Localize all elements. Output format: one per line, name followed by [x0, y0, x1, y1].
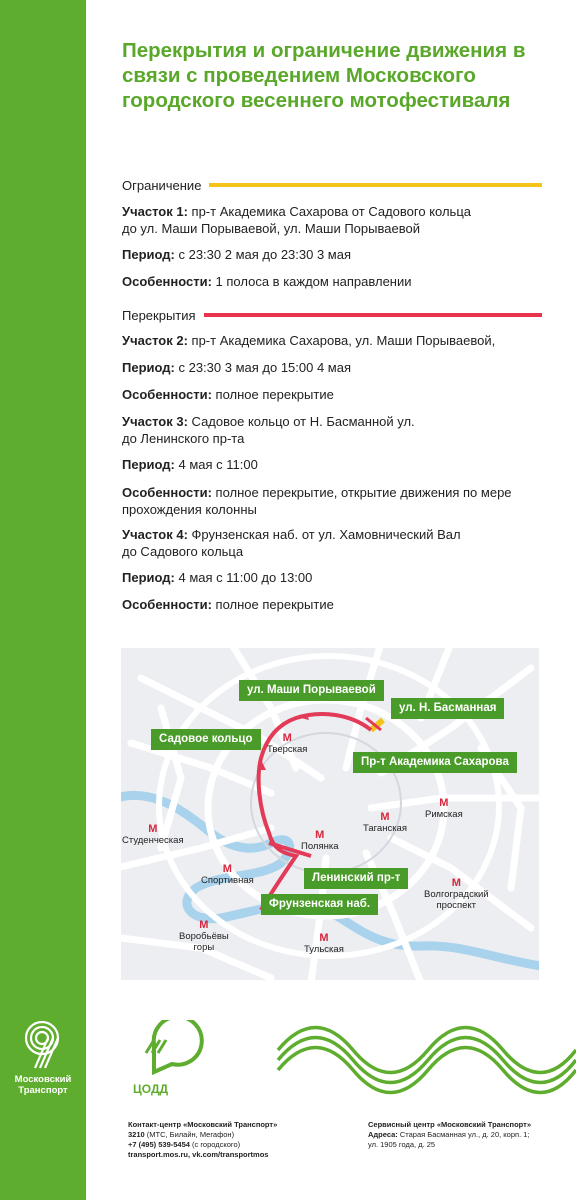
- contact-links[interactable]: transport.mos.ru, vk.com/transportmos: [128, 1150, 269, 1159]
- station-vorobyovy: М Воробьёвы горы: [179, 919, 229, 953]
- period-3: Период: 4 мая с 11:00: [122, 457, 258, 472]
- metro-icon: М: [282, 732, 292, 744]
- metro-icon: М: [439, 797, 449, 809]
- section-2: Участок 2: пр-т Академика Сахарова, ул. Маши Порываевой,: [122, 333, 496, 348]
- features-4: Особенности: полное перекрытие: [122, 597, 334, 612]
- metro-icon: М: [148, 823, 158, 835]
- station-studencheskaya: М Студенческая: [122, 823, 184, 846]
- features-2: Особенности: полное перекрытие: [122, 387, 334, 402]
- closures-heading-label: Перекрытия: [122, 307, 196, 323]
- station-sportivnaya: М Спортивная: [201, 863, 254, 886]
- moscow-transport-logo-text: Московский Транспорт: [14, 1074, 72, 1096]
- route-map: [121, 648, 539, 980]
- metro-icon: М: [380, 811, 390, 823]
- metro-icon: М: [199, 919, 209, 931]
- closures-heading: [122, 306, 542, 324]
- closures-rule: [204, 313, 542, 317]
- period-2: Период: с 23:30 3 мая до 15:00 4 мая: [122, 360, 352, 375]
- bottom-branding: [128, 1020, 576, 1110]
- features-1: Особенности: 1 полоса в каждом направлении: [122, 274, 412, 289]
- moscow-transport-logo: [0, 1018, 86, 1096]
- label-sakharov: Пр-т Академика Сахарова: [353, 752, 517, 773]
- restriction-heading: [122, 176, 542, 194]
- page-title: Перекрытия и ограничение движения в связи с проведением Московского городского весеннего мотофестиваля: [122, 39, 526, 112]
- label-masha: ул. Маши Порываевой: [239, 680, 384, 701]
- period-4: Период: 4 мая с 11:00 до 13:00: [122, 570, 313, 585]
- wave-pattern-decoration: [278, 1028, 576, 1093]
- station-polyanka: М Полянка: [301, 829, 339, 852]
- metro-icon: М: [319, 932, 329, 944]
- metro-icon: М: [315, 829, 325, 841]
- service-center: Сервисный центр «Московский Транспорт» Адреса: Старая Басманная ул., д. 20, корп. 1; ул. 1905 года, д. 25: [368, 1120, 531, 1149]
- metro-icon: М: [222, 863, 232, 875]
- station-tverskaya: М Тверская: [267, 732, 308, 755]
- station-tulskaya: М Тульская: [304, 932, 344, 955]
- codd-logo-icon: [146, 1020, 202, 1072]
- restriction-heading-label: Ограничение: [122, 177, 202, 193]
- station-taganskaya: М Таганская: [363, 811, 407, 834]
- section-1: Участок 1: пр-т Академика Сахарова от Садового кольца до ул. Маши Порываевой, ул. Маши Порываевой: [122, 204, 472, 236]
- label-basmannaya: ул. Н. Басманная: [391, 698, 504, 719]
- label-sadovoe: Садовое кольцо: [151, 729, 261, 750]
- contact-center: Контакт-центр «Московский Транспорт» 3210 (МТС, Билайн, Мегафон) +7 (495) 539-5454 (с городского) transport.mos.ru, vk.com/transportmos: [128, 1120, 278, 1159]
- moscow-transport-9-icon: [17, 1018, 69, 1070]
- metro-icon: М: [451, 877, 461, 889]
- features-3: Особенности: полное перекрытие, открытие движения по мере прохождения колонны: [122, 485, 512, 517]
- codd-logo-text: ЦОДД: [133, 1082, 169, 1096]
- restriction-rule: [209, 183, 542, 187]
- station-rimskaya: М Римская: [425, 797, 463, 820]
- brand-sidebar: [0, 0, 86, 1200]
- section-4: Участок 4: Фрунзенская наб. от ул. Хамовнический Вал до Садового кольца: [122, 527, 461, 559]
- label-leninsky: Ленинский пр-т: [304, 868, 408, 889]
- period-1: Период: с 23:30 2 мая до 23:30 3 мая: [122, 247, 352, 262]
- station-volgogradsky: М Волгоградский проспект: [424, 877, 489, 911]
- label-frunzenskaya: Фрунзенская наб.: [261, 894, 378, 915]
- bottom-branding-graphic: [128, 1020, 576, 1110]
- section-3: Участок 3: Садовое кольцо от Н. Басманной ул. до Ленинского пр-та: [122, 414, 415, 446]
